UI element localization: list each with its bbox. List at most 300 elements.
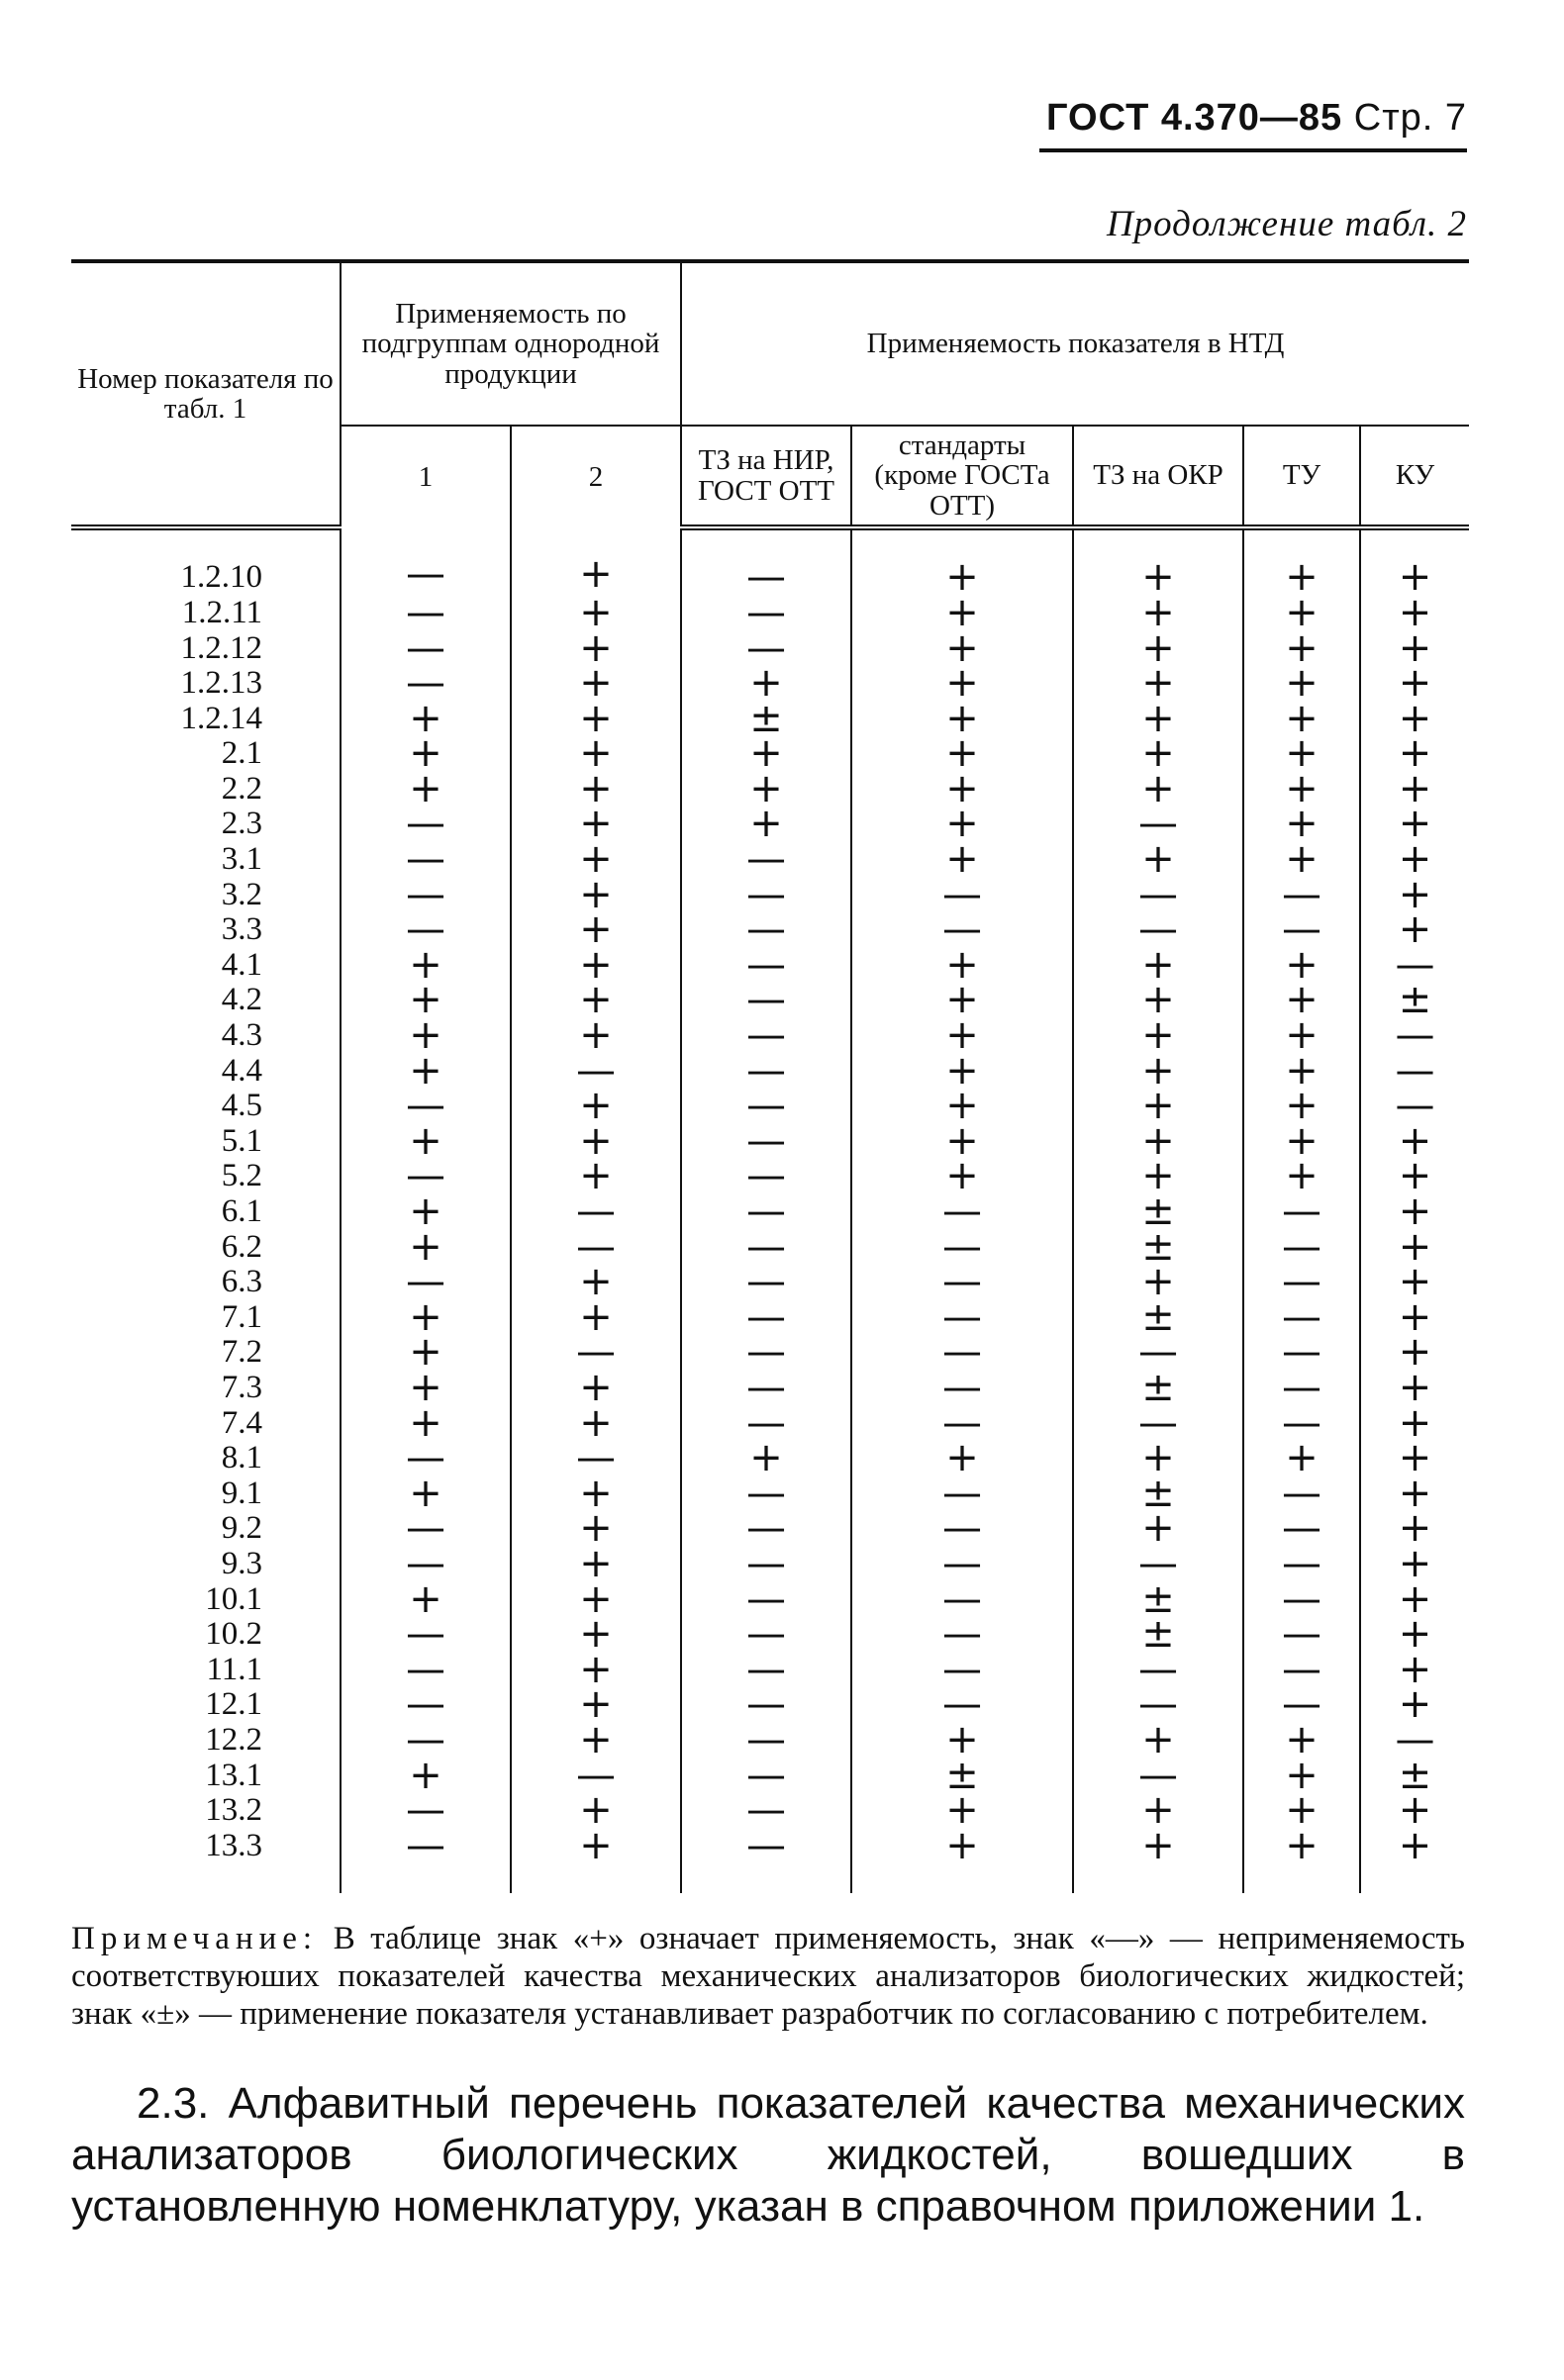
applicability-cell: — [851, 1653, 1073, 1688]
applicability-cell: — [341, 1547, 511, 1582]
table-body [71, 527, 1469, 1893]
applicability-cell: — [1243, 1335, 1360, 1371]
indicator-number-cell: 1.2.12 [180, 629, 262, 666]
applicability-cell: + [851, 1018, 1073, 1054]
applicability-cell: + [511, 1371, 681, 1406]
applicability-cell: — [681, 1687, 851, 1723]
applicability-cell: + [511, 1723, 681, 1759]
applicability-cell: + [1243, 1829, 1360, 1894]
indicator-number-cell: 7.2 [221, 1334, 262, 1371]
applicability-cell: + [1243, 736, 1360, 772]
applicability-cell: — [1243, 1687, 1360, 1723]
applicability-cell: + [1360, 1547, 1469, 1582]
note-label: Примечание: [71, 1921, 319, 1956]
applicability-cell: ± [1073, 1582, 1243, 1618]
applicability-cell: + [1073, 842, 1243, 878]
applicability-cell: + [341, 772, 511, 808]
applicability-cell: — [341, 1617, 511, 1653]
header-rule [1039, 148, 1467, 152]
applicability-cell: — [341, 912, 511, 948]
applicability-cell: + [851, 1054, 1073, 1090]
applicability-cell: + [851, 842, 1073, 878]
applicability-cell: + [341, 1335, 511, 1371]
applicability-cell: — [1243, 1230, 1360, 1266]
applicability-cell: — [681, 1547, 851, 1582]
applicability-cell: + [1360, 912, 1469, 948]
applicability-cell: + [681, 666, 851, 702]
applicability-cell: ± [1073, 1371, 1243, 1406]
applicability-cell: + [1073, 1054, 1243, 1090]
applicability-cell: + [851, 1829, 1073, 1894]
applicability-cell: — [681, 948, 851, 984]
applicability-cell: — [681, 983, 851, 1018]
indicator-number-cell: 3.3 [221, 911, 262, 948]
applicability-cell: — [1243, 1653, 1360, 1688]
applicability-cell: ± [1073, 1476, 1243, 1512]
applicability-cell: ± [1073, 1230, 1243, 1266]
header-tz-okr: ТЗ на ОКР [1073, 426, 1243, 527]
applicability-cell: — [1360, 948, 1469, 984]
applicability-cell: + [1243, 842, 1360, 878]
applicability-cell: — [851, 1335, 1073, 1371]
applicability-cell: + [511, 1829, 681, 1894]
applicability-cell: + [1243, 1124, 1360, 1160]
applicability-cell: ± [1360, 983, 1469, 1018]
applicability-cell: + [1360, 1159, 1469, 1194]
applicability-cell: + [681, 772, 851, 808]
applicability-cell: — [1073, 1759, 1243, 1794]
applicability-cell: — [681, 912, 851, 948]
applicability-cell: — [681, 878, 851, 913]
applicability-cell: + [511, 842, 681, 878]
applicability-cell: + [1073, 1159, 1243, 1194]
applicability-cell: — [681, 1265, 851, 1300]
applicability-cell: + [511, 1511, 681, 1547]
applicability-cell: + [1073, 983, 1243, 1018]
applicability-table [71, 259, 1469, 1893]
applicability-cell: + [341, 983, 511, 1018]
applicability-cell: + [1073, 1723, 1243, 1759]
applicability-cell: — [851, 1547, 1073, 1582]
applicability-cell: + [511, 807, 681, 842]
applicability-cell: — [511, 1194, 681, 1230]
applicability-cell: — [341, 1653, 511, 1688]
applicability-cell: — [851, 1511, 1073, 1547]
applicability-cell: + [1360, 1441, 1469, 1476]
applicability-cell: + [1243, 1793, 1360, 1829]
indicator-number-cell: 9.1 [221, 1475, 262, 1511]
indicator-number-cell: 6.1 [221, 1193, 262, 1229]
applicability-cell: — [511, 1759, 681, 1794]
applicability-cell: — [681, 1230, 851, 1266]
applicability-cell: — [681, 1018, 851, 1054]
applicability-cell: — [851, 1687, 1073, 1723]
applicability-cell: + [851, 1723, 1073, 1759]
applicability-cell: — [1243, 1406, 1360, 1442]
applicability-cell: + [1360, 631, 1469, 667]
applicability-cell: — [681, 1054, 851, 1090]
applicability-cell: ± [1360, 1759, 1469, 1794]
table-row [71, 527, 1469, 596]
indicator-number-cell: 4.4 [221, 1052, 262, 1089]
applicability-cell: + [1360, 1265, 1469, 1300]
applicability-cell: + [1360, 878, 1469, 913]
applicability-cell: + [511, 878, 681, 913]
applicability-cell: — [1243, 1300, 1360, 1336]
applicability-cell: + [851, 1441, 1073, 1476]
applicability-cell: + [1243, 1723, 1360, 1759]
applicability-cell: — [681, 527, 851, 596]
applicability-cell: + [1360, 772, 1469, 808]
applicability-cell: + [1360, 1300, 1469, 1336]
applicability-cell: + [1360, 527, 1469, 596]
applicability-cell: + [1360, 1793, 1469, 1829]
applicability-cell: + [511, 631, 681, 667]
applicability-cell: — [1243, 1476, 1360, 1512]
applicability-cell: — [511, 1441, 681, 1476]
applicability-cell: + [341, 1054, 511, 1090]
page-header [1046, 97, 1467, 140]
indicator-number-cell: 2.2 [221, 770, 262, 807]
applicability-cell: + [1360, 1511, 1469, 1547]
indicator-number-cell: 9.2 [221, 1510, 262, 1547]
applicability-cell: + [341, 1194, 511, 1230]
applicability-cell: + [1073, 1441, 1243, 1476]
applicability-cell: — [1073, 1335, 1243, 1371]
applicability-cell: + [341, 1406, 511, 1442]
applicability-cell: — [1243, 1194, 1360, 1230]
indicator-number-cell: 11.1 [206, 1651, 262, 1687]
applicability-cell: + [1243, 807, 1360, 842]
applicability-cell: + [1243, 1018, 1360, 1054]
applicability-cell: — [1073, 1406, 1243, 1442]
applicability-cell: — [681, 1300, 851, 1336]
applicability-cell: — [851, 878, 1073, 913]
applicability-cell: + [341, 736, 511, 772]
applicability-cell: — [851, 1617, 1073, 1653]
indicator-number-cell: 1.2.14 [180, 700, 262, 736]
applicability-cell: — [681, 1371, 851, 1406]
applicability-cell: + [511, 1089, 681, 1124]
applicability-cell: — [341, 807, 511, 842]
applicability-cell: + [1073, 1829, 1243, 1894]
applicability-cell: — [681, 1089, 851, 1124]
applicability-cell: — [681, 1124, 851, 1160]
applicability-cell: — [1360, 1054, 1469, 1090]
applicability-cell: + [511, 1687, 681, 1723]
applicability-cell: + [1073, 948, 1243, 984]
applicability-cell: + [1360, 736, 1469, 772]
applicability-cell: + [511, 666, 681, 702]
applicability-cell: — [1243, 878, 1360, 913]
applicability-cell: + [1073, 736, 1243, 772]
applicability-cell: — [681, 1194, 851, 1230]
applicability-cell: + [511, 1547, 681, 1582]
indicator-number-cell: 1.2.10 [180, 559, 262, 596]
header-sub-1: 1 [341, 426, 511, 527]
applicability-cell: + [1243, 1089, 1360, 1124]
applicability-cell: + [851, 1159, 1073, 1194]
applicability-cell: — [341, 1511, 511, 1547]
applicability-cell: + [1073, 527, 1243, 596]
applicability-cell: — [341, 1829, 511, 1894]
applicability-cell: + [1360, 1335, 1469, 1371]
applicability-cell: — [851, 1300, 1073, 1336]
applicability-cell: + [1243, 702, 1360, 737]
applicability-cell: + [511, 527, 681, 596]
applicability-cell: + [341, 1018, 511, 1054]
applicability-cell: + [341, 1230, 511, 1266]
applicability-cell: — [341, 1265, 511, 1300]
applicability-cell: — [851, 1371, 1073, 1406]
applicability-cell: + [1073, 596, 1243, 631]
applicability-cell: + [851, 1089, 1073, 1124]
applicability-cell: — [1073, 1547, 1243, 1582]
applicability-cell: + [511, 1793, 681, 1829]
applicability-cell: + [341, 1476, 511, 1512]
applicability-cell: ± [851, 1759, 1073, 1794]
applicability-cell: + [341, 1759, 511, 1794]
applicability-cell: — [341, 1441, 511, 1476]
applicability-cell: — [851, 1194, 1073, 1230]
applicability-cell: + [1073, 1793, 1243, 1829]
applicability-cell: — [1073, 1653, 1243, 1688]
applicability-cell: + [1360, 596, 1469, 631]
indicator-number-cell: 4.1 [221, 946, 262, 983]
applicability-cell: + [511, 912, 681, 948]
header-tz-nir: ТЗ на НИР, ГОСТ ОТТ [681, 426, 851, 527]
applicability-cell: + [1243, 1441, 1360, 1476]
page-number: Стр. 7 [1353, 97, 1467, 139]
applicability-cell: + [341, 1582, 511, 1618]
applicability-cell: + [1243, 1054, 1360, 1090]
indicator-number-cell: 12.1 [205, 1686, 262, 1723]
indicator-number-cell: 7.3 [221, 1369, 262, 1405]
applicability-cell: + [1243, 631, 1360, 667]
applicability-cell: — [681, 1793, 851, 1829]
applicability-cell: — [851, 1406, 1073, 1442]
applicability-cell: + [1360, 666, 1469, 702]
applicability-cell: — [511, 1054, 681, 1090]
applicability-cell: — [341, 596, 511, 631]
applicability-cell: + [1360, 1617, 1469, 1653]
applicability-cell: + [1360, 807, 1469, 842]
applicability-cell: + [341, 1300, 511, 1336]
note-text: В таблице знак «+» означает применяемость, знак «—» — неприменяемость соответствуюших показателей качества механических анализаторов биологических жидкостей; знак «±» — применение показателя устанавливает разработчик по согласованию с потребителем. [71, 1921, 1465, 2032]
applicability-cell: + [511, 1406, 681, 1442]
applicability-cell: + [1360, 1687, 1469, 1723]
applicability-cell: + [1073, 666, 1243, 702]
table-continuation-caption: Продолжение табл. 2 [1106, 204, 1467, 244]
applicability-cell: + [1243, 1159, 1360, 1194]
applicability-cell: + [511, 1476, 681, 1512]
applicability-cell: — [1360, 1723, 1469, 1759]
applicability-cell: — [1243, 912, 1360, 948]
applicability-cell: + [1073, 702, 1243, 737]
applicability-cell: + [1243, 772, 1360, 808]
applicability-cell: + [511, 1653, 681, 1688]
indicator-number-cell: 5.2 [221, 1158, 262, 1194]
indicator-number-cell: 8.1 [221, 1440, 262, 1476]
applicability-cell: + [1360, 1230, 1469, 1266]
applicability-cell: — [851, 1265, 1073, 1300]
applicability-cell: ± [681, 702, 851, 737]
applicability-cell: + [511, 596, 681, 631]
indicator-number-cell: 5.1 [221, 1122, 262, 1159]
applicability-cell: — [681, 1617, 851, 1653]
applicability-cell: + [1073, 631, 1243, 667]
applicability-cell: + [511, 1617, 681, 1653]
header-ku: КУ [1360, 426, 1469, 527]
applicability-cell: — [341, 842, 511, 878]
indicator-number-cell: 13.3 [205, 1827, 262, 1863]
indicator-number-cell: 3.2 [221, 876, 262, 912]
table-row [71, 1829, 1469, 1894]
applicability-cell: — [341, 878, 511, 913]
applicability-cell: ± [1073, 1300, 1243, 1336]
applicability-cell: — [1073, 807, 1243, 842]
applicability-cell: — [1243, 1511, 1360, 1547]
applicability-cell: — [1073, 878, 1243, 913]
header-ntd-applicability: Применяемость показателя в НТД [681, 261, 1469, 426]
applicability-cell: + [1243, 1759, 1360, 1794]
applicability-cell: + [1073, 1511, 1243, 1547]
applicability-cell: — [1073, 912, 1243, 948]
applicability-cell: + [1073, 1018, 1243, 1054]
applicability-cell: — [681, 1829, 851, 1894]
applicability-cell: + [341, 1124, 511, 1160]
applicability-cell: + [1360, 1406, 1469, 1442]
applicability-cell: + [1360, 1829, 1469, 1894]
applicability-cell: + [1360, 1124, 1469, 1160]
applicability-cell: + [1360, 1476, 1469, 1512]
indicator-number-cell: 2.1 [221, 735, 262, 772]
applicability-cell: + [1360, 1194, 1469, 1230]
applicability-cell: — [341, 666, 511, 702]
indicator-number-cell: 4.3 [221, 1017, 262, 1054]
applicability-cell: + [1073, 1124, 1243, 1160]
header-tu: ТУ [1243, 426, 1360, 527]
applicability-cell: — [681, 596, 851, 631]
applicability-cell: — [511, 1230, 681, 1266]
indicator-number-cell: 7.1 [221, 1298, 262, 1335]
applicability-cell: + [1360, 702, 1469, 737]
applicability-cell: — [341, 1089, 511, 1124]
indicator-number-cell: 4.5 [221, 1088, 262, 1124]
applicability-cell: + [851, 1124, 1073, 1160]
applicability-cell: + [851, 807, 1073, 842]
applicability-cell: — [341, 631, 511, 667]
applicability-cell: — [341, 527, 511, 596]
indicator-number-cell: 9.3 [221, 1545, 262, 1581]
indicator-number-cell: 1.2.13 [180, 665, 262, 702]
applicability-cell: — [851, 1476, 1073, 1512]
applicability-cell: + [511, 983, 681, 1018]
indicator-number-cell: 6.2 [221, 1228, 262, 1265]
applicability-cell: + [341, 948, 511, 984]
section-2-3-paragraph: 2.3. Алфавитный перечень показателей качества механических анализаторов биологических жидкостей, вошедших в установленную номенклатуру, указан в справочном приложении 1. [71, 2079, 1465, 2231]
header-indicator-number: Номер показателя по табл. 1 [71, 261, 341, 527]
applicability-cell: — [1360, 1089, 1469, 1124]
applicability-cell: — [1243, 1582, 1360, 1618]
indicator-number-cell: 10.1 [205, 1580, 262, 1617]
applicability-cell: + [511, 948, 681, 984]
indicator-number-cell: 7.4 [221, 1404, 262, 1441]
applicability-cell: + [511, 1124, 681, 1160]
applicability-cell: + [511, 1159, 681, 1194]
header-subgroup-applicability: Применяемость по подгруппам однородной продукции [341, 261, 681, 426]
applicability-cell: + [1243, 666, 1360, 702]
table-note [71, 1920, 1465, 2033]
applicability-cell: + [851, 983, 1073, 1018]
indicator-number-cell: 4.2 [221, 982, 262, 1018]
header-sub-2: 2 [511, 426, 681, 527]
applicability-cell: + [511, 772, 681, 808]
applicability-cell: + [851, 736, 1073, 772]
applicability-cell: + [341, 1371, 511, 1406]
applicability-cell: + [1073, 772, 1243, 808]
applicability-cell: — [851, 1582, 1073, 1618]
indicator-number-cell: 6.3 [221, 1264, 262, 1300]
applicability-cell: + [1243, 983, 1360, 1018]
applicability-cell: — [851, 912, 1073, 948]
applicability-cell: + [511, 1300, 681, 1336]
applicability-cell: + [851, 596, 1073, 631]
indicator-number-cell: 2.3 [221, 806, 262, 842]
applicability-cell: + [851, 948, 1073, 984]
applicability-cell: — [341, 1793, 511, 1829]
applicability-cell: + [681, 736, 851, 772]
applicability-cell: — [681, 1406, 851, 1442]
applicability-cell: + [1073, 1089, 1243, 1124]
applicability-table-wrap [71, 259, 1469, 1893]
indicator-number-cell: 12.2 [205, 1721, 262, 1758]
applicability-cell: ± [1073, 1617, 1243, 1653]
applicability-cell: — [681, 631, 851, 667]
applicability-cell: + [1360, 1371, 1469, 1406]
applicability-cell: — [1243, 1617, 1360, 1653]
applicability-cell: — [341, 1723, 511, 1759]
standard-number: ГОСТ 4.370—85 [1045, 97, 1343, 139]
applicability-cell: + [1073, 1265, 1243, 1300]
applicability-cell: — [511, 1335, 681, 1371]
applicability-cell: + [511, 702, 681, 737]
applicability-cell: — [1073, 1687, 1243, 1723]
applicability-cell: + [1243, 948, 1360, 984]
applicability-cell: — [681, 1759, 851, 1794]
applicability-cell: — [681, 842, 851, 878]
applicability-cell: + [851, 666, 1073, 702]
header-standards: стандарты (кроме ГОСТа ОТТ) [851, 426, 1073, 527]
applicability-cell: — [851, 1230, 1073, 1266]
applicability-cell: — [681, 1511, 851, 1547]
applicability-cell: + [851, 631, 1073, 667]
applicability-cell: — [341, 1159, 511, 1194]
indicator-number-cell: 3.1 [221, 841, 262, 878]
applicability-cell: — [681, 1335, 851, 1371]
applicability-cell: + [1360, 1582, 1469, 1618]
applicability-cell: — [1360, 1018, 1469, 1054]
applicability-cell: + [1243, 596, 1360, 631]
applicability-cell: + [851, 702, 1073, 737]
applicability-cell: + [851, 1793, 1073, 1829]
applicability-cell: — [681, 1476, 851, 1512]
indicator-number-cell: 13.1 [205, 1757, 262, 1793]
applicability-cell: + [681, 807, 851, 842]
applicability-cell: — [1243, 1371, 1360, 1406]
indicator-number-cell: 10.2 [205, 1616, 262, 1653]
applicability-cell: — [1243, 1547, 1360, 1582]
